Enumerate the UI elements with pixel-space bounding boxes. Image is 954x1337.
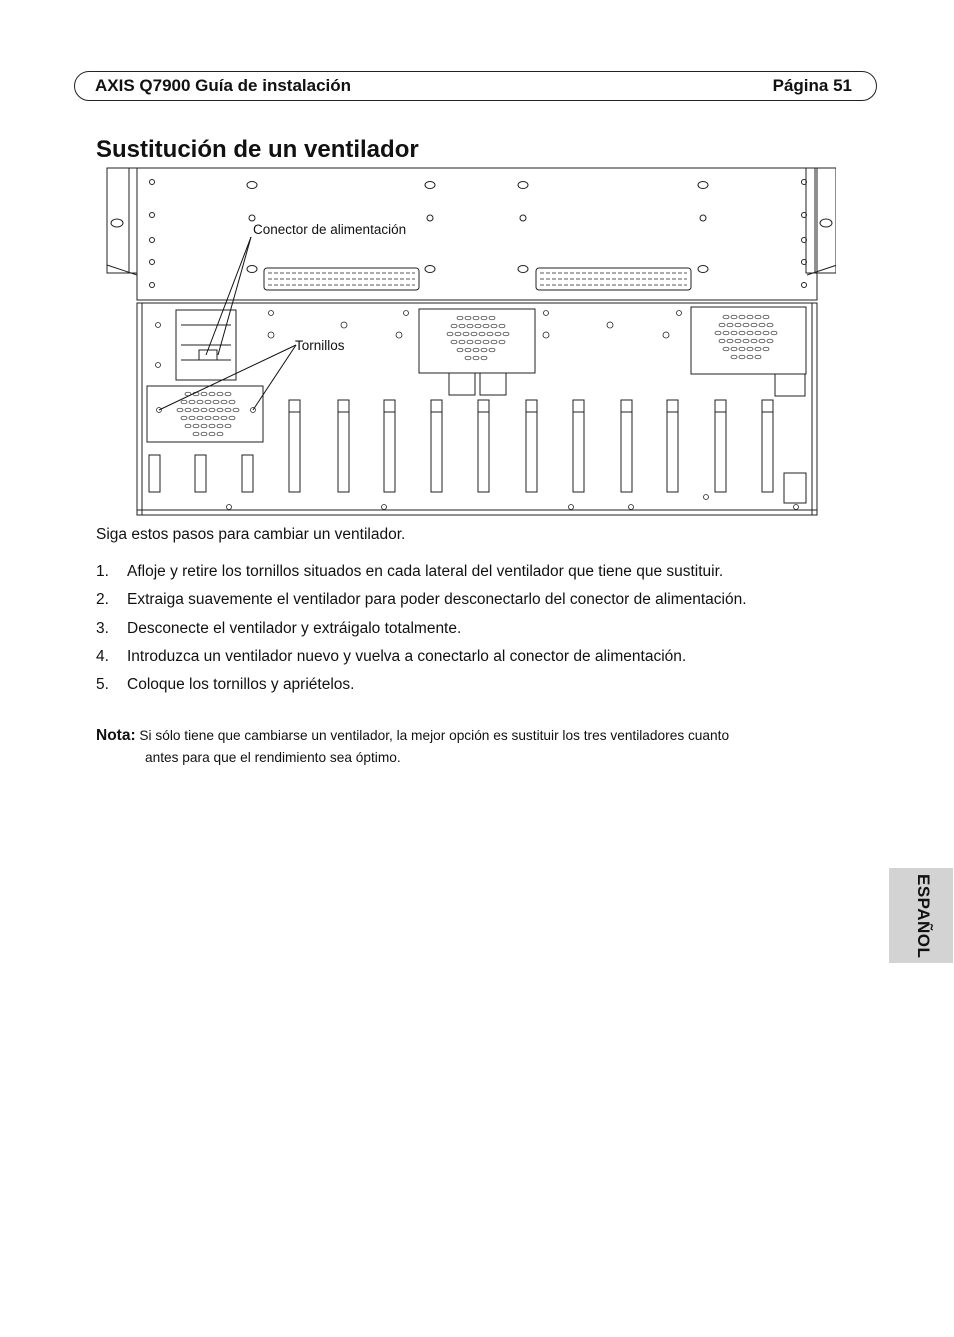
step-text: Extraiga suavemente el ventilador para poder desconectarlo del conector de alimentación. [127, 591, 747, 609]
note-block [96, 725, 826, 769]
header-bar [74, 71, 877, 101]
page-number: Página 51 [772, 76, 852, 95]
document-title: AXIS Q7900 Guía de instalación [95, 76, 352, 95]
note-text-line1: Si sólo tiene que cambiarse un ventilador, la mejor opción es sustituir los tres ventiladores cuanto [139, 728, 730, 743]
step-number: 2. [96, 591, 109, 609]
callout-screws: Tornillos [295, 338, 345, 353]
step-number: 4. [96, 647, 109, 665]
step-text: Introduzca un ventilador nuevo y vuelva a conectarlo al conector de alimentación. [127, 647, 687, 665]
step-text: Afloje y retire los tornillos situados en cada lateral del ventilador que tiene que sustituir. [127, 563, 724, 580]
page-title: Sustitución de un ventilador [96, 136, 419, 163]
language-tab-label: ESPAÑOL [914, 874, 933, 959]
step-text: Coloque los tornillos y apriételos. [127, 676, 355, 694]
step-text: Desconecte el ventilador y extráigalo totalmente. [127, 619, 462, 637]
fan-replacement-diagram [96, 165, 836, 520]
callout-power-connector: Conector de alimentación [253, 222, 407, 237]
step-number: 1. [96, 563, 109, 580]
chassis-drawing [96, 165, 836, 520]
intro-text: Siga estos pasos para cambiar un ventilador. [96, 526, 406, 543]
step-number: 3. [96, 619, 109, 637]
note-label: Nota: [96, 727, 136, 744]
language-tab [889, 868, 953, 963]
step-number: 5. [96, 676, 109, 694]
note-text-line2: antes para que el rendimiento sea óptimo. [145, 750, 401, 765]
